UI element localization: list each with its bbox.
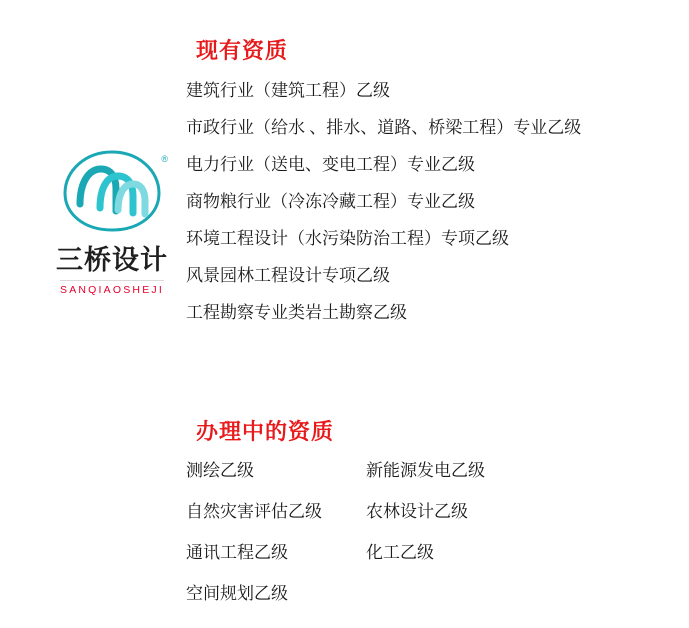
registered-trademark-symbol: ® [161, 154, 168, 164]
company-logo [52, 148, 172, 313]
list-item: 环境工程设计（水污染防治工程）专项乙级 [186, 229, 509, 248]
table-row [186, 544, 586, 561]
pending-qualifications-grid [186, 462, 586, 626]
logo-pinyin: SANQIAOSHEJI [59, 284, 164, 296]
list-item [366, 585, 566, 602]
table-row [186, 585, 586, 602]
list-item: 测绘乙级 [186, 461, 254, 480]
list-item: 空间规划乙级 [186, 584, 288, 603]
logo-wave-icon [60, 148, 168, 234]
current-qualifications-list [186, 82, 581, 341]
list-item: 农林设计乙级 [366, 502, 468, 521]
table-row [186, 462, 586, 479]
logo-company-name: 三桥设计 [56, 245, 168, 275]
list-item: 建筑行业（建筑工程）乙级 [186, 81, 390, 100]
list-item: 风景园林工程设计专项乙级 [186, 266, 390, 285]
list-item: 商物粮行业（冷冻冷藏工程）专业乙级 [186, 192, 475, 211]
list-item: 通讯工程乙级 [186, 543, 288, 562]
list-item: 工程勘察专业类岩土勘察乙级 [186, 303, 407, 322]
section-title-current: 现有资质 [196, 38, 289, 63]
section-title-pending: 办理中的资质 [196, 419, 335, 444]
list-item: 新能源发电乙级 [366, 461, 485, 480]
list-item: 市政行业（给水 、排水、道路、桥梁工程）专业乙级 [186, 118, 582, 137]
logo-divider [60, 280, 164, 281]
list-item: 自然灾害评估乙级 [186, 502, 322, 521]
table-row [186, 503, 586, 520]
list-item: 化工乙级 [366, 543, 434, 562]
list-item: 电力行业（送电、变电工程）专业乙级 [186, 155, 475, 174]
